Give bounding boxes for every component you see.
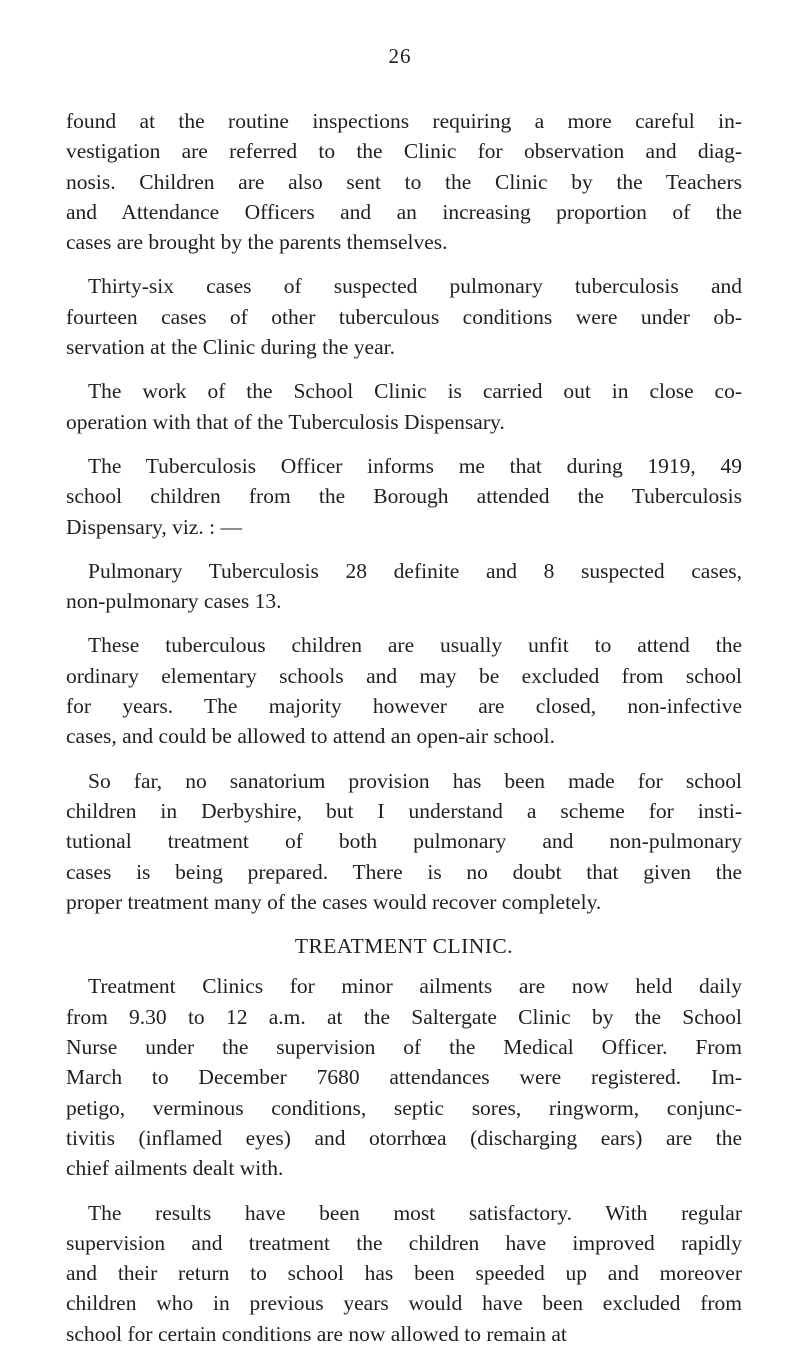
paragraph <box>66 1198 742 1349</box>
text-line: children in Derbyshire, but I understand a scheme for insti- <box>66 798 742 823</box>
text-line: school for certain conditions are now allowed to remain at <box>66 1321 567 1346</box>
text-line: from 9.30 to 12 a.m. at the Saltergate Clinic by the School <box>66 1004 742 1029</box>
text-line: Pulmonary Tuberculosis 28 definite and 8 suspected cases, <box>88 558 742 583</box>
paragraphs-before-heading <box>66 106 742 917</box>
text-line: and Attendance Officers and an increasing proportion of the <box>66 199 742 224</box>
text-line: Treatment Clinics for minor ailments are now held daily <box>88 974 742 999</box>
text-line: proper treatment many of the cases would recover completely. <box>66 889 602 914</box>
page-number: 26 <box>388 44 412 68</box>
text-line: non-pulmonary cases 13. <box>66 589 282 614</box>
paragraph <box>66 556 742 617</box>
paragraph <box>66 451 742 542</box>
paragraph <box>66 376 742 437</box>
paragraph <box>66 106 742 257</box>
text-line: cases, and could be allowed to attend an open-air school. <box>66 724 555 749</box>
text-line: fourteen cases of other tuberculous conditions were under ob- <box>66 304 742 329</box>
text-line: petigo, verminous conditions, septic sores, ringworm, conjunc- <box>66 1095 742 1120</box>
text-line: operation with that of the Tuberculosis Dispensary. <box>66 409 505 434</box>
text-line: Nurse under the supervision of the Medical Officer. From <box>66 1035 742 1060</box>
text-line: So far, no sanatorium provision has been made for school <box>88 768 742 793</box>
text-line: Thirty-six cases of suspected pulmonary tuberculosis and <box>88 274 742 299</box>
paragraph <box>66 971 742 1183</box>
text-line: Dispensary, viz. : — <box>66 514 242 539</box>
text-line: for years. The majority however are closed, non-infective <box>66 694 742 719</box>
paragraph <box>66 766 742 917</box>
text-line: ordinary elementary schools and may be excluded from school <box>66 663 742 688</box>
text-line: vestigation are referred to the Clinic for observation and diag- <box>66 139 742 164</box>
paragraphs-after-heading <box>66 971 742 1349</box>
text-line: tivitis (inflamed eyes) and otorrhœa (discharging ears) are the <box>66 1125 742 1150</box>
body-text <box>66 106 742 1363</box>
text-line: cases are brought by the parents themselves. <box>66 230 448 255</box>
text-line: The Tuberculosis Officer informs me that during 1919, 49 <box>88 453 742 478</box>
text-line: The results have been most satisfactory. With regular <box>88 1200 742 1225</box>
text-line: These tuberculous children are usually unfit to attend the <box>88 633 742 658</box>
text-line: March to December 7680 attendances were registered. Im- <box>66 1065 742 1090</box>
text-line: tutional treatment of both pulmonary and non-pulmonary <box>66 829 742 854</box>
text-line: cases is being prepared. There is no doubt that given the <box>66 859 742 884</box>
paragraph <box>66 271 742 362</box>
text-line: found at the routine inspections requiring a more careful in- <box>66 109 742 133</box>
text-line: school children from the Borough attended the Tuberculosis <box>66 484 742 509</box>
text-line: The work of the School Clinic is carried out in close co- <box>88 379 742 404</box>
text-line: supervision and treatment the children have improved rapidly <box>66 1230 742 1255</box>
paragraph <box>66 630 742 751</box>
section-heading: TREATMENT CLINIC. <box>294 934 514 959</box>
text-line: nosis. Children are also sent to the Clinic by the Teachers <box>66 169 742 194</box>
text-line: children who in previous years would have been excluded from <box>66 1291 742 1316</box>
text-line: and their return to school has been speeded up and moreover <box>66 1261 742 1286</box>
text-line: servation at the Clinic during the year. <box>66 335 395 360</box>
text-line: chief ailments dealt with. <box>66 1156 284 1181</box>
